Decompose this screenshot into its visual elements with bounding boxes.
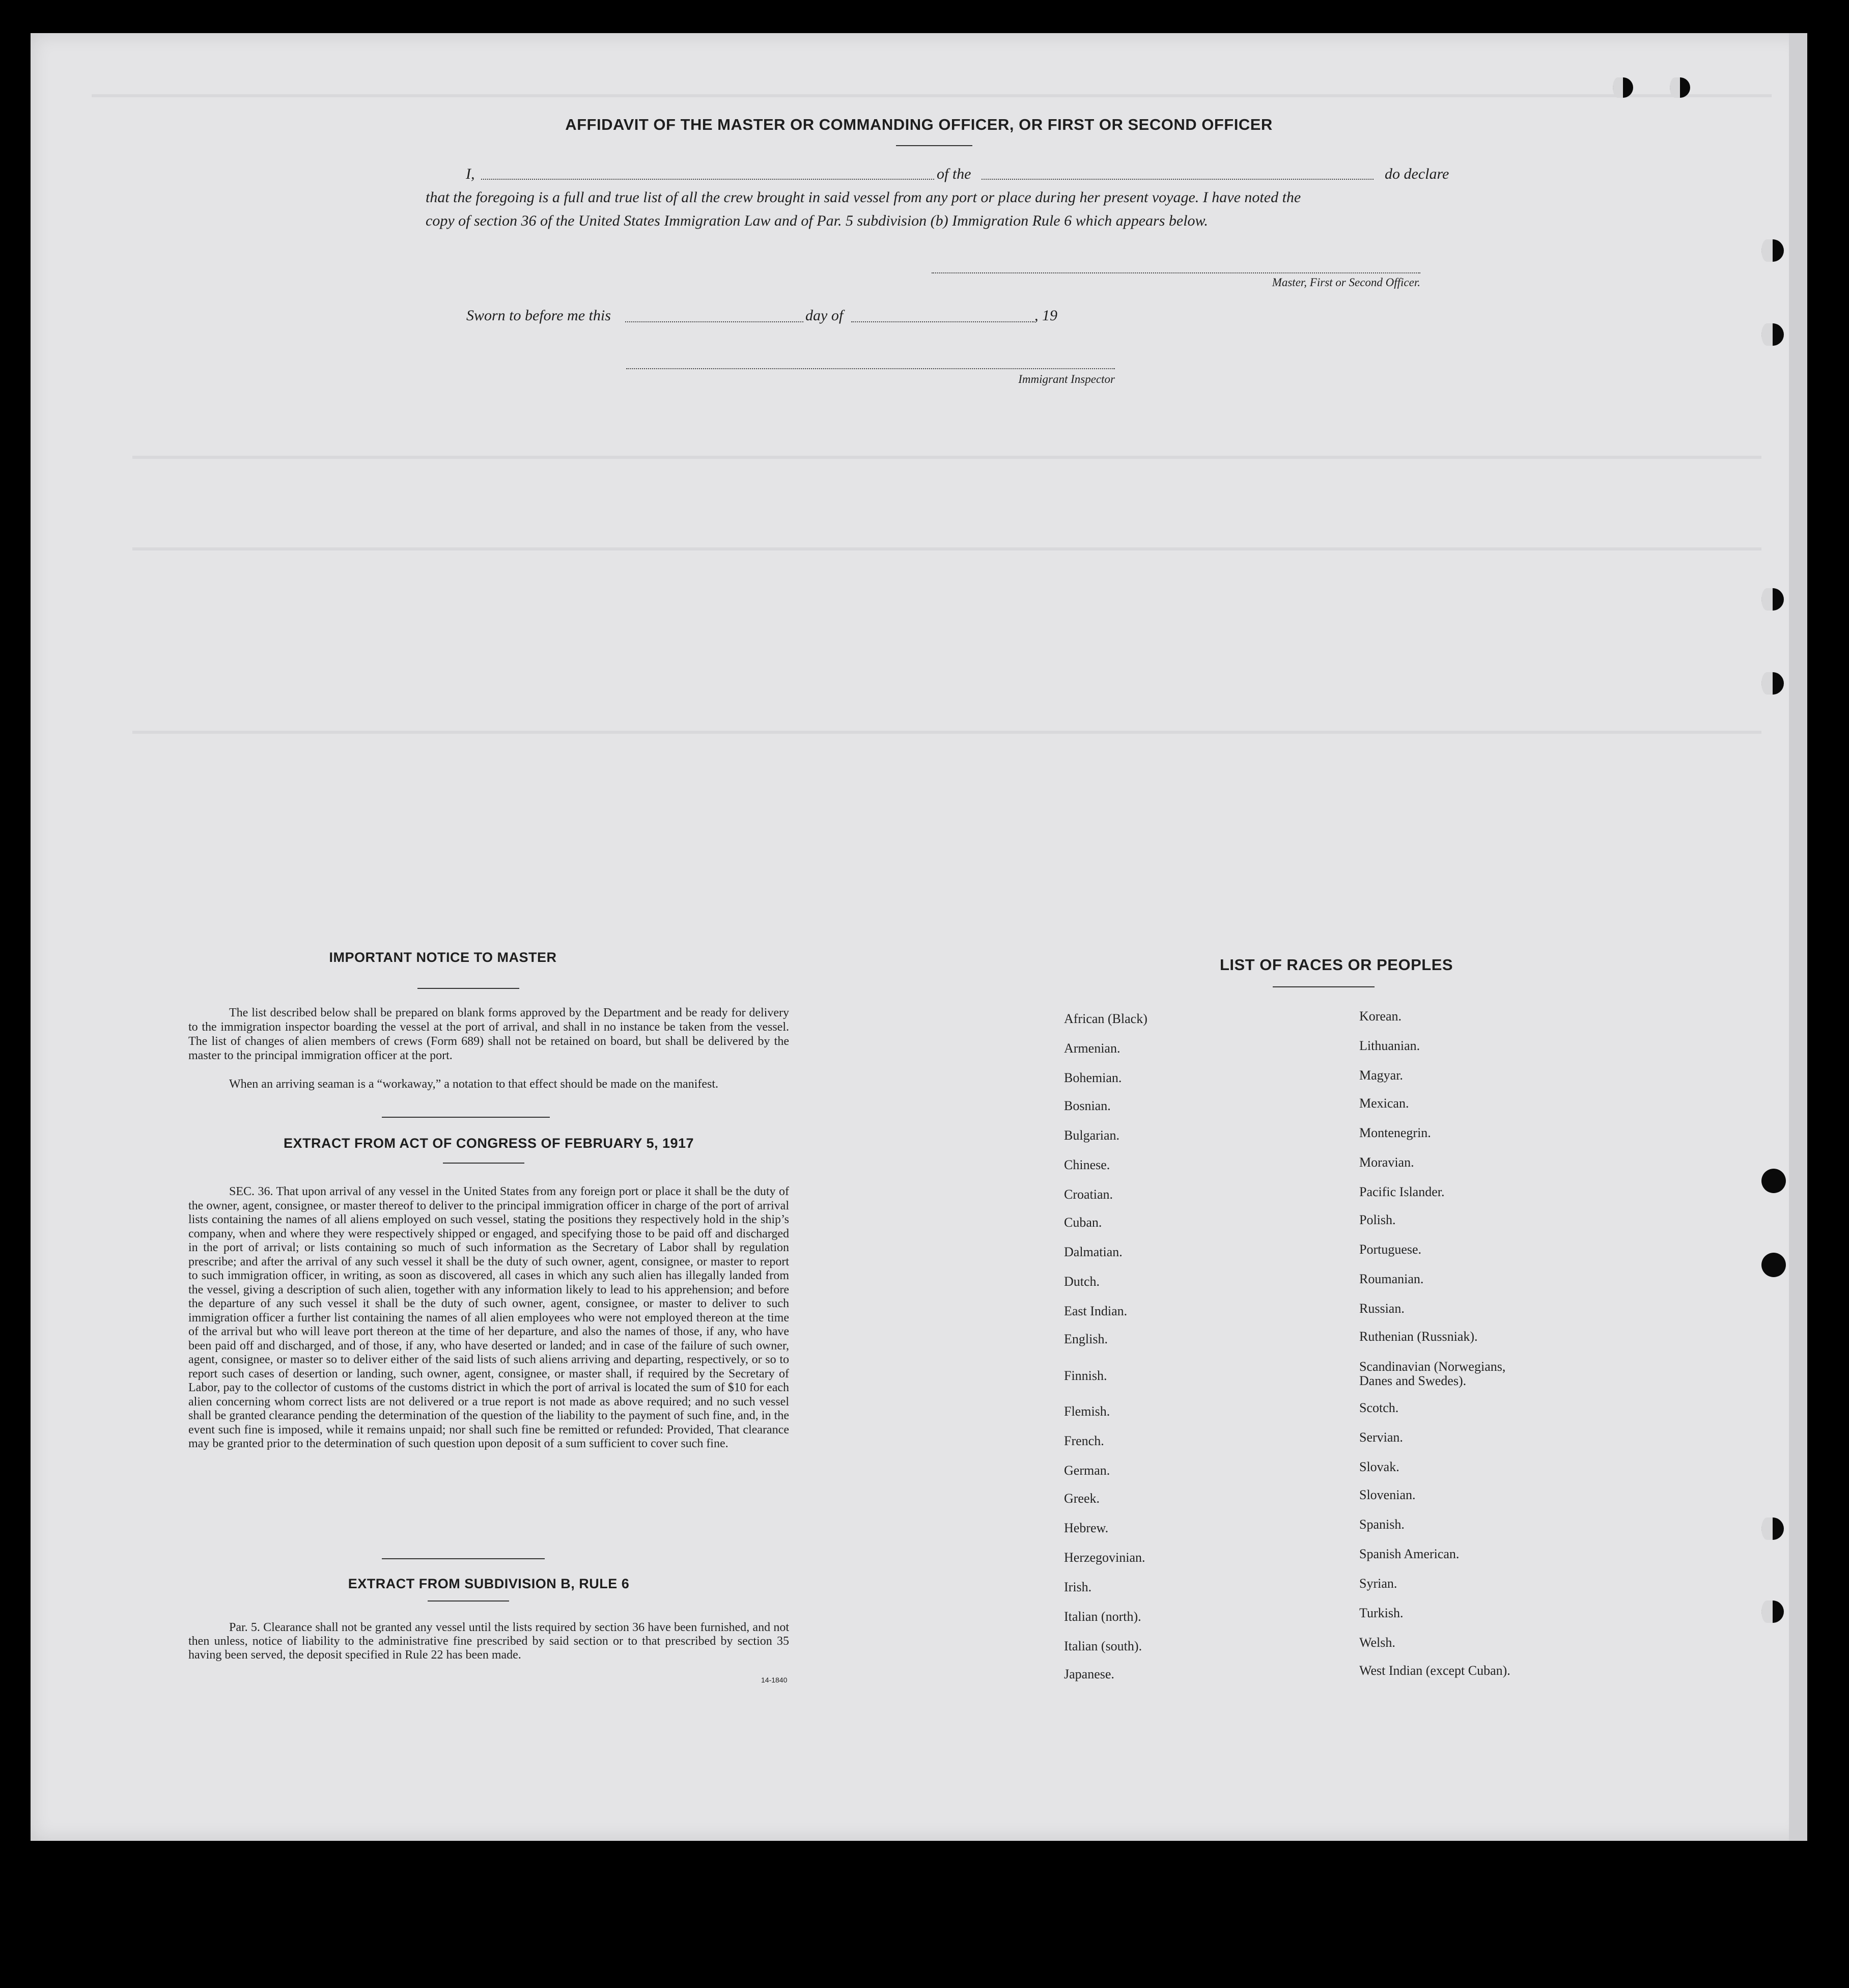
race-item: Lithuanian. xyxy=(1359,1038,1420,1053)
race-item: Irish. xyxy=(1064,1580,1092,1594)
punch-hole-icon xyxy=(1761,239,1784,262)
race-item: French. xyxy=(1064,1433,1104,1448)
extract-rule-title: EXTRACT FROM SUBDIVISION B, RULE 6 xyxy=(348,1576,630,1591)
race-item: Servian. xyxy=(1359,1430,1403,1445)
race-item: Bulgarian. xyxy=(1064,1128,1120,1143)
race-item: Pacific Islander. xyxy=(1359,1184,1445,1199)
signature-label: Master, First or Second Officer. xyxy=(1272,276,1420,289)
notice-underline xyxy=(417,988,519,989)
punch-hole-icon xyxy=(1761,672,1784,695)
punch-hole-icon xyxy=(1761,1253,1786,1277)
extract-rule-underline xyxy=(428,1600,509,1602)
document-page xyxy=(31,33,1807,1841)
race-item: Dalmatian. xyxy=(1064,1245,1123,1259)
race-item: Herzegovinian. xyxy=(1064,1550,1145,1565)
race-item: Polish. xyxy=(1359,1212,1396,1227)
year-label: , 19 xyxy=(1034,307,1057,324)
notice-paragraph-2: When an arriving seaman is a “workaway,” a notation to that effect should be made on the manifest. xyxy=(229,1078,718,1091)
race-item: Slovak. xyxy=(1359,1459,1399,1474)
day-of-label: day of xyxy=(805,307,844,324)
affidavit-line-3: copy of section 36 of the United States Immigration Law and of Par. 5 subdivision (b) Immigration Rule 6 which appears below. xyxy=(426,212,1208,229)
race-item: Bosnian. xyxy=(1064,1098,1111,1113)
punch-hole-icon xyxy=(1670,77,1690,98)
page-edge xyxy=(1789,33,1807,1841)
race-item: Greek. xyxy=(1064,1491,1100,1506)
punch-hole-icon xyxy=(1761,588,1784,611)
vessel-blank xyxy=(982,179,1374,180)
punch-hole-icon xyxy=(1761,1517,1784,1540)
extract-rule-text: Par. 5. Clearance shall not be granted any vessel until the lists required by section 36 have been furnished, and not then unless, notice of liability to the administrative fine prescribed by said section or to that prescribed by section 35 having been served, the deposit specified in Rule 22 has been made. xyxy=(188,1621,789,1662)
affidavit-line-2: that the foregoing is a full and true list of all the crew brought in said vessel from any port or place during her present voyage. I have noted the xyxy=(426,189,1301,206)
race-item: East Indian. xyxy=(1064,1304,1128,1318)
inspector-signature-blank xyxy=(626,368,1115,369)
races-title: LIST OF RACES OR PEOPLES xyxy=(1219,956,1453,974)
race-item: Syrian. xyxy=(1359,1576,1397,1591)
race-item: Scandinavian (Norwegians, Danes and Swedes). xyxy=(1359,1359,1506,1388)
race-item: Croatian. xyxy=(1064,1187,1113,1202)
inspector-label: Immigrant Inspector xyxy=(1018,373,1115,385)
race-item: Flemish. xyxy=(1064,1404,1110,1419)
affidavit-title: AFFIDAVIT OF THE MASTER OR COMMANDING OFFICER, OR FIRST OR SECOND OFFICER xyxy=(565,116,1273,133)
race-item: Hebrew. xyxy=(1064,1521,1109,1535)
race-item: Mexican. xyxy=(1359,1096,1409,1111)
name-blank xyxy=(481,179,934,180)
bleed-through-line xyxy=(132,547,1761,550)
form-number: 14-1840 xyxy=(761,1676,788,1684)
signature-blank xyxy=(932,272,1420,273)
race-item: Spanish. xyxy=(1359,1517,1405,1532)
extract-act-underline xyxy=(443,1163,524,1164)
race-item: Chinese. xyxy=(1064,1157,1110,1172)
extract-act-title: EXTRACT FROM ACT OF CONGRESS OF FEBRUARY 5, 1917 xyxy=(283,1136,694,1151)
affidavit-of-the-label: of the xyxy=(937,165,971,182)
race-item: Korean. xyxy=(1359,1009,1402,1024)
race-item: Welsh. xyxy=(1359,1635,1395,1650)
races-underline xyxy=(1273,986,1375,987)
race-item: Cuban. xyxy=(1064,1215,1102,1230)
race-item: Scotch. xyxy=(1359,1400,1399,1415)
punch-hole-icon xyxy=(1761,1169,1786,1193)
sworn-label: Sworn to before me this xyxy=(466,307,611,324)
sworn-day-blank xyxy=(625,321,803,322)
title-underline xyxy=(896,145,972,146)
extract-act-text: SEC. 36. That upon arrival of any vessel in the United States from any foreign port or place it shall be the duty of the owner, agent, consignee, or master thereof to deliver to the principal immigration officer in charge of the port of arrival lists containing the names of all aliens employed on such vessel, stating the positions they respectively hold in the ship’s company, when and where they were respectively shipped or engaged, and specifying those to be paid off and discharged in the port of arrival; or lists containing so much of such information as the Secretary of Labor shall by regulation prescribe; and after the arrival of any such vessel it shall be the duty of such owner, agent, consignee, or master to report to such immigration officer, in writing, as soon as discovered, all cases in which any such alien has illegally landed from the vessel, giving a description of such alien, together with any information likely to lead to his apprehension; and before the departure of any such vessel it shall be the duty of such owner, agent, consignee, or master to deliver to such immigration officer a further list containing the names of all alien employees who were not employed thereon at the time of the arrival but who will leave port thereon at the time of her departure, and also the names of those, if any, who have been paid off and discharged, and of those, if any, who have deserted or landed; and in case of the failure of such owner, agent, consignee, or master so to deliver either of the said lists of such aliens arriving and departing, respectively, or so to report such cases of desertion or landing, such owner, agent, consignee, or master shall, if required by the Secretary of Labor, pay to the collector of customs of the customs district in which the port of arrival is located the sum of $10 for each alien concerning whom correct lists are not delivered or a true report is not made as above required; and no such vessel shall be granted clearance pending the determination of the question of the liability to the payment of such fine, and, in the event such fine is imposed, while it remains unpaid; nor shall such fine be remitted or refunded: Provided, That clearance may be granted prior to the determination of such question upon deposit of a sum sufficient to cover such fine. xyxy=(188,1185,789,1450)
punch-hole-icon xyxy=(1613,77,1633,98)
bleed-through-line xyxy=(92,94,1772,97)
race-item: West Indian (except Cuban). xyxy=(1359,1663,1510,1678)
race-item: Dutch. xyxy=(1064,1274,1100,1289)
section-divider xyxy=(382,1117,550,1118)
punch-hole-icon xyxy=(1761,323,1784,346)
affidavit-i-label: I, xyxy=(466,165,475,182)
race-item: Slovenian. xyxy=(1359,1487,1416,1502)
race-item: Italian (south). xyxy=(1064,1639,1142,1653)
notice-paragraph-1: The list described below shall be prepared on blank forms approved by the Department and be ready for delivery to the immigration inspector boarding the vessel at the port of arrival, and shall in no instance be taken from the vessel. The list of changes of alien members of crews (Form 689) shall not be retained on board, but shall be delivered by the master to the principal immigration officer at the port. xyxy=(188,1006,789,1062)
race-item: German. xyxy=(1064,1463,1110,1478)
race-item: Russian. xyxy=(1359,1301,1405,1316)
bleed-through-line xyxy=(132,731,1761,734)
affidavit-declare-label: do declare xyxy=(1385,165,1449,182)
race-item: Finnish. xyxy=(1064,1368,1107,1383)
bleed-through-line xyxy=(132,456,1761,459)
race-item: Bohemian. xyxy=(1064,1070,1122,1085)
race-item: Armenian. xyxy=(1064,1041,1120,1056)
race-item: Moravian. xyxy=(1359,1155,1414,1170)
race-item: Montenegrin. xyxy=(1359,1125,1431,1140)
race-item: Turkish. xyxy=(1359,1606,1404,1620)
race-item: Magyar. xyxy=(1359,1068,1403,1083)
notice-title: IMPORTANT NOTICE TO MASTER xyxy=(329,950,557,965)
race-item: Japanese. xyxy=(1064,1667,1114,1681)
race-item: English. xyxy=(1064,1332,1108,1346)
race-item: Ruthenian (Russniak). xyxy=(1359,1329,1478,1344)
race-item: Roumanian. xyxy=(1359,1272,1424,1286)
race-item: Spanish American. xyxy=(1359,1547,1460,1561)
punch-hole-icon xyxy=(1761,1600,1784,1623)
race-item: Portuguese. xyxy=(1359,1242,1422,1257)
race-item: Italian (north). xyxy=(1064,1609,1141,1624)
section-divider xyxy=(382,1558,545,1559)
sworn-month-blank xyxy=(851,321,1034,322)
race-item: African (Black) xyxy=(1064,1011,1147,1026)
